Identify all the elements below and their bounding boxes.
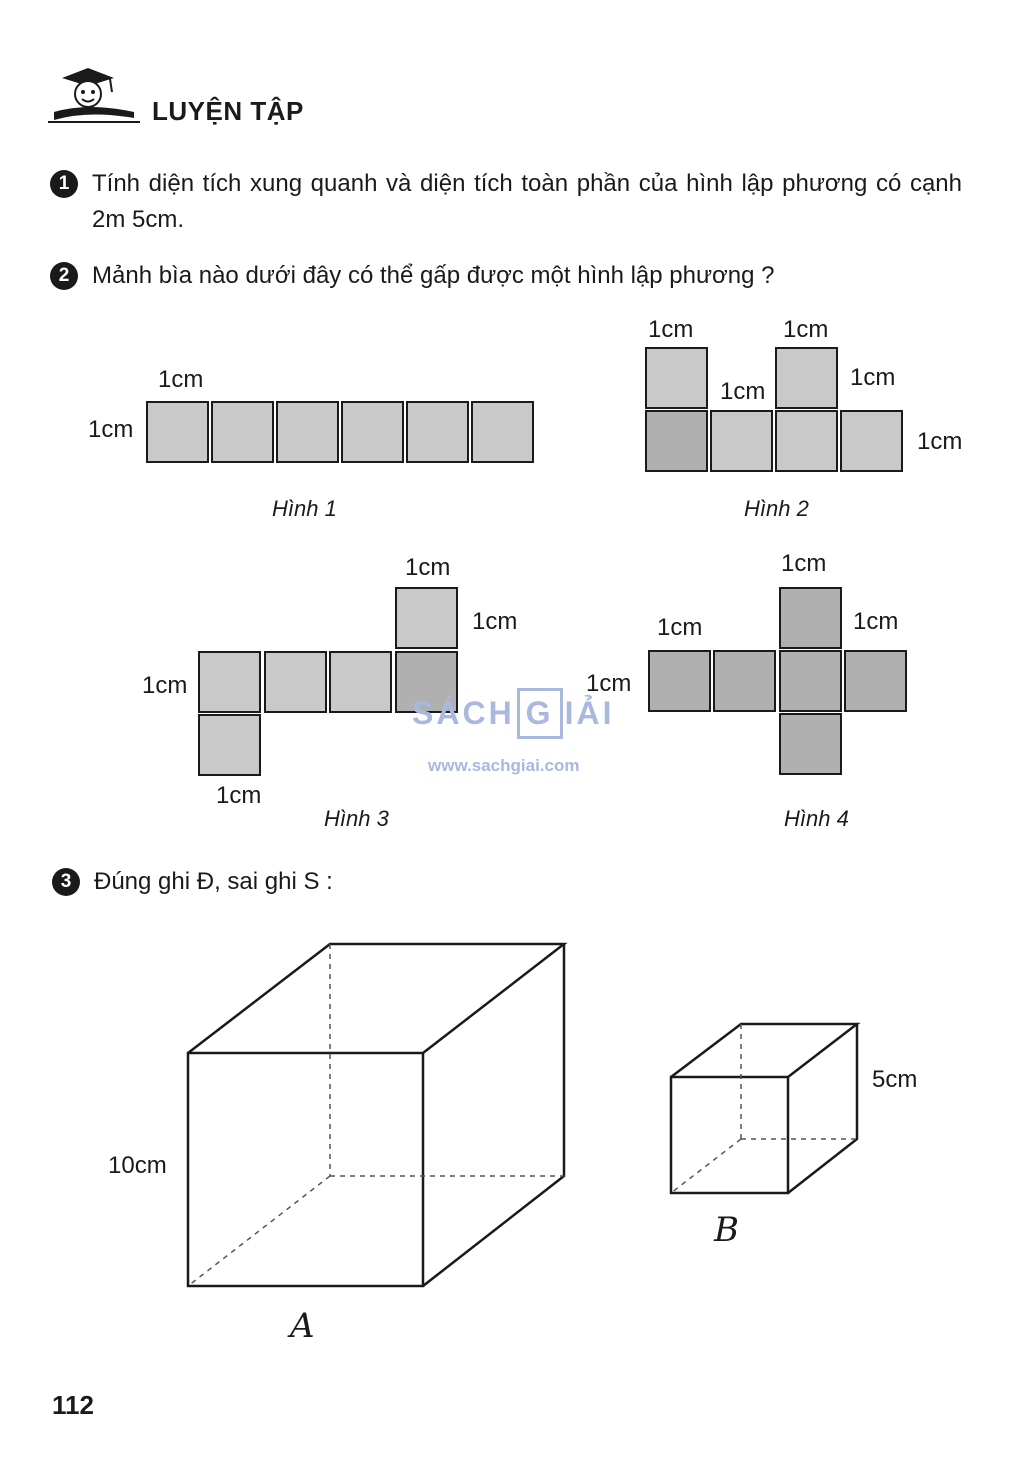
section-title: LUYỆN TẬP — [152, 96, 304, 126]
cube-b-name: B — [714, 1210, 739, 1250]
cube-a — [180, 936, 572, 1292]
net-square — [341, 401, 404, 463]
net-hinh-1 — [146, 401, 539, 464]
net-square — [198, 714, 261, 776]
question-text-2: Mảnh bìa nào dưới đây có thể gấp được một hình lập phương ? — [92, 262, 775, 289]
net-square — [775, 347, 838, 409]
cube-b-edge-label: 5cm — [872, 1066, 918, 1093]
header-logo — [48, 64, 140, 126]
cube-a-name: A — [290, 1306, 315, 1346]
hinh-3-label: 1cm — [142, 672, 188, 699]
hinh-4-caption: Hình 4 — [784, 806, 849, 831]
hinh-2-caption: Hình 2 — [744, 496, 809, 521]
net-square — [840, 410, 903, 472]
net-square — [844, 650, 907, 712]
watermark-brand-left: SÁCH — [412, 695, 515, 731]
hinh-1-caption: Hình 1 — [272, 496, 337, 521]
hinh-3-label: 1cm — [472, 608, 518, 635]
question-number-3: 3 — [52, 868, 80, 896]
net-square — [710, 410, 773, 472]
watermark-brand-mid: G — [517, 688, 563, 739]
hinh-1-top-label: 1cm — [158, 366, 204, 393]
hinh-2-label: 1cm — [648, 316, 694, 343]
question-text-3: Đúng ghi Đ, sai ghi S : — [94, 868, 333, 895]
hinh-4-label: 1cm — [657, 614, 703, 641]
net-square — [779, 713, 842, 775]
hinh-3-label: 1cm — [405, 554, 451, 581]
net-square — [648, 650, 711, 712]
hinh-4-label: 1cm — [586, 670, 632, 697]
net-square — [713, 650, 776, 712]
question-number-2: 2 — [50, 262, 78, 290]
net-square — [264, 651, 327, 713]
watermark-brand-right: IẢI — [564, 695, 615, 731]
hinh-3-label: 1cm — [216, 782, 262, 809]
net-hinh-3 — [198, 587, 461, 777]
hinh-2-label: 1cm — [850, 364, 896, 391]
teacher-mascot-icon — [48, 64, 140, 126]
cube-b — [664, 1018, 864, 1200]
net-square — [395, 587, 458, 649]
net-square — [645, 347, 708, 409]
question-text-1: Tính diện tích xung quanh và diện tích toàn phần của hình lập phương có cạnh 2m 5cm. — [92, 170, 962, 233]
net-square — [211, 401, 274, 463]
hinh-2-label: 1cm — [783, 316, 829, 343]
net-square — [276, 401, 339, 463]
page-number: 112 — [52, 1390, 94, 1420]
net-square — [471, 401, 534, 463]
question-number-1: 1 — [50, 170, 78, 198]
watermark-brand — [412, 688, 614, 739]
hinh-4-label: 1cm — [781, 550, 827, 577]
watermark-url: www.sachgiai.com — [428, 756, 580, 775]
cube-a-edge-label: 10cm — [108, 1152, 167, 1179]
net-square — [406, 401, 469, 463]
net-square — [779, 650, 842, 712]
net-square — [775, 410, 838, 472]
net-square — [146, 401, 209, 463]
net-square — [198, 651, 261, 713]
net-square — [329, 651, 392, 713]
hinh-1-side-label: 1cm — [88, 416, 134, 443]
net-square — [645, 410, 708, 472]
hinh-3-caption: Hình 3 — [324, 806, 389, 831]
hinh-2-label: 1cm — [720, 378, 766, 405]
hinh-4-label: 1cm — [853, 608, 899, 635]
net-square — [779, 587, 842, 649]
hinh-2-label: 1cm — [917, 428, 963, 455]
